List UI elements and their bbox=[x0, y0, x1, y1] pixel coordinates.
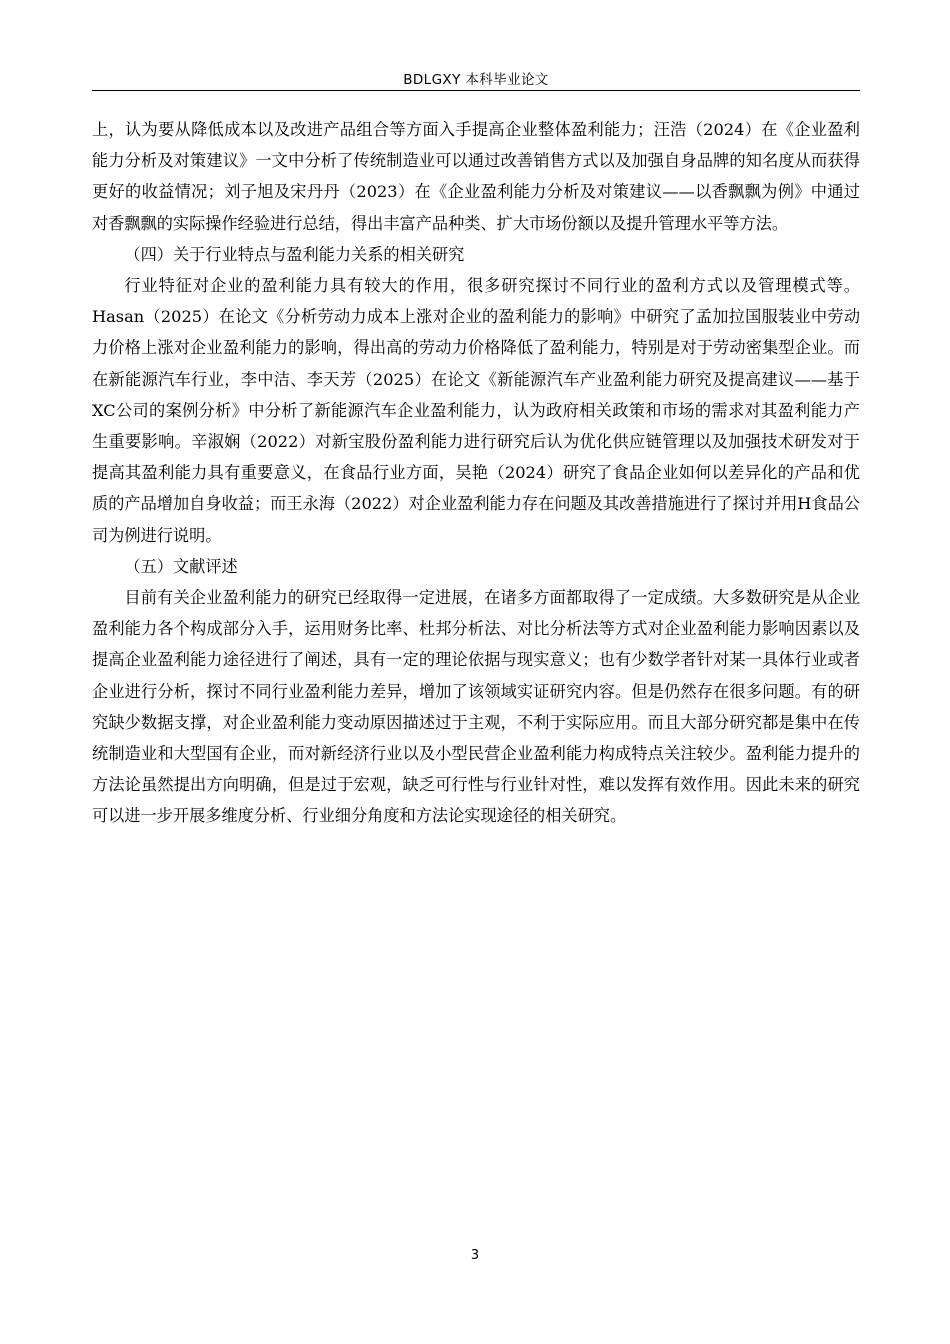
running-header: BDLGXY 本科毕业论文 bbox=[403, 72, 549, 88]
header-rule bbox=[92, 90, 860, 91]
paragraph-industry-characteristics: 行业特征对企业的盈利能力具有较大的作用，很多研究探讨不同行业的盈利方式以及管理模式等。Hasan（2025）在论文《分析劳动力成本上涨对企业的盈利能力的影响》中研究了孟加拉国服装业中劳动力价格上涨对企业盈利能力的影响，得出高的劳动力价格降低了盈利能力，特别是对于劳动密集型企业。而在新能源汽车行业，李中洁、李天芳（2025）在论文《新能源汽车产业盈利能力研究及提高建议——基于XC公司的案例分析》中分析了新能源汽车企业盈利能力，认为政府相关政策和市场的需求对其盈利能力产生重要影响。辛淑娴（2022）对新宝股份盈利能力进行研究后认为优化供应链管理以及加强技术研发对于提高其盈利能力具有重要意义，在食品行业方面，吴艳（2024）研究了食品企业如何以差异化的产品和优质的产品增加自身收益；而王永海（2022）对企业盈利能力存在问题及其改善措施进行了探讨并用H食品公司为例进行说明。 bbox=[92, 276, 860, 545]
section-heading-5: （五）文献评述 bbox=[124, 556, 238, 576]
page-number: 3 bbox=[470, 1248, 480, 1263]
body-text bbox=[92, 114, 860, 832]
section-heading-4: （四）关于行业特点与盈利能力关系的相关研究 bbox=[124, 244, 465, 264]
paragraph-literature-review: 目前有关企业盈利能力的研究已经取得一定进展，在诸多方面都取得了一定成绩。大多数研究是从企业盈利能力各个构成部分入手，运用财务比率、杜邦分析法、对比分析法等方式对企业盈利能力影响因素以及提高企业盈利能力途径进行了阐述，具有一定的理论依据与现实意义；也有少数学者针对某一具体行业或者企业进行分析，探讨不同行业盈利能力差异，增加了该领域实证研究内容。但是仍然存在很多问题。有的研究缺少数据支撑，对企业盈利能力变动原因描述过于主观，不利于实际应用。而且大部分研究都是集中在传统制造业和大型国有企业，而对新经济行业以及小型民营企业盈利能力构成特点关注较少。盈利能力提升的方法论虽然提出方向明确，但是过于宏观，缺乏可行性与行业针对性，难以发挥有效作用。因此未来的研究可以进一步开展多维度分析、行业细分角度和方法论实现途径的相关研究。 bbox=[92, 588, 860, 826]
paragraph-continued: 上，认为要从降低成本以及改进产品组合等方面入手提高企业整体盈利能力；汪浩（2024）在《企业盈利能力分析及对策建议》一文中分析了传统制造业可以通过改善销售方式以及加强自身品牌的知名度从而获得更好的收益情况；刘子旭及宋丹丹（2023）在《企业盈利能力分析及对策建议——以香飘飘为例》中通过对香飘飘的实际操作经验进行总结，得出丰富产品种类、扩大市场份额以及提升管理水平等方法。 bbox=[92, 120, 860, 233]
